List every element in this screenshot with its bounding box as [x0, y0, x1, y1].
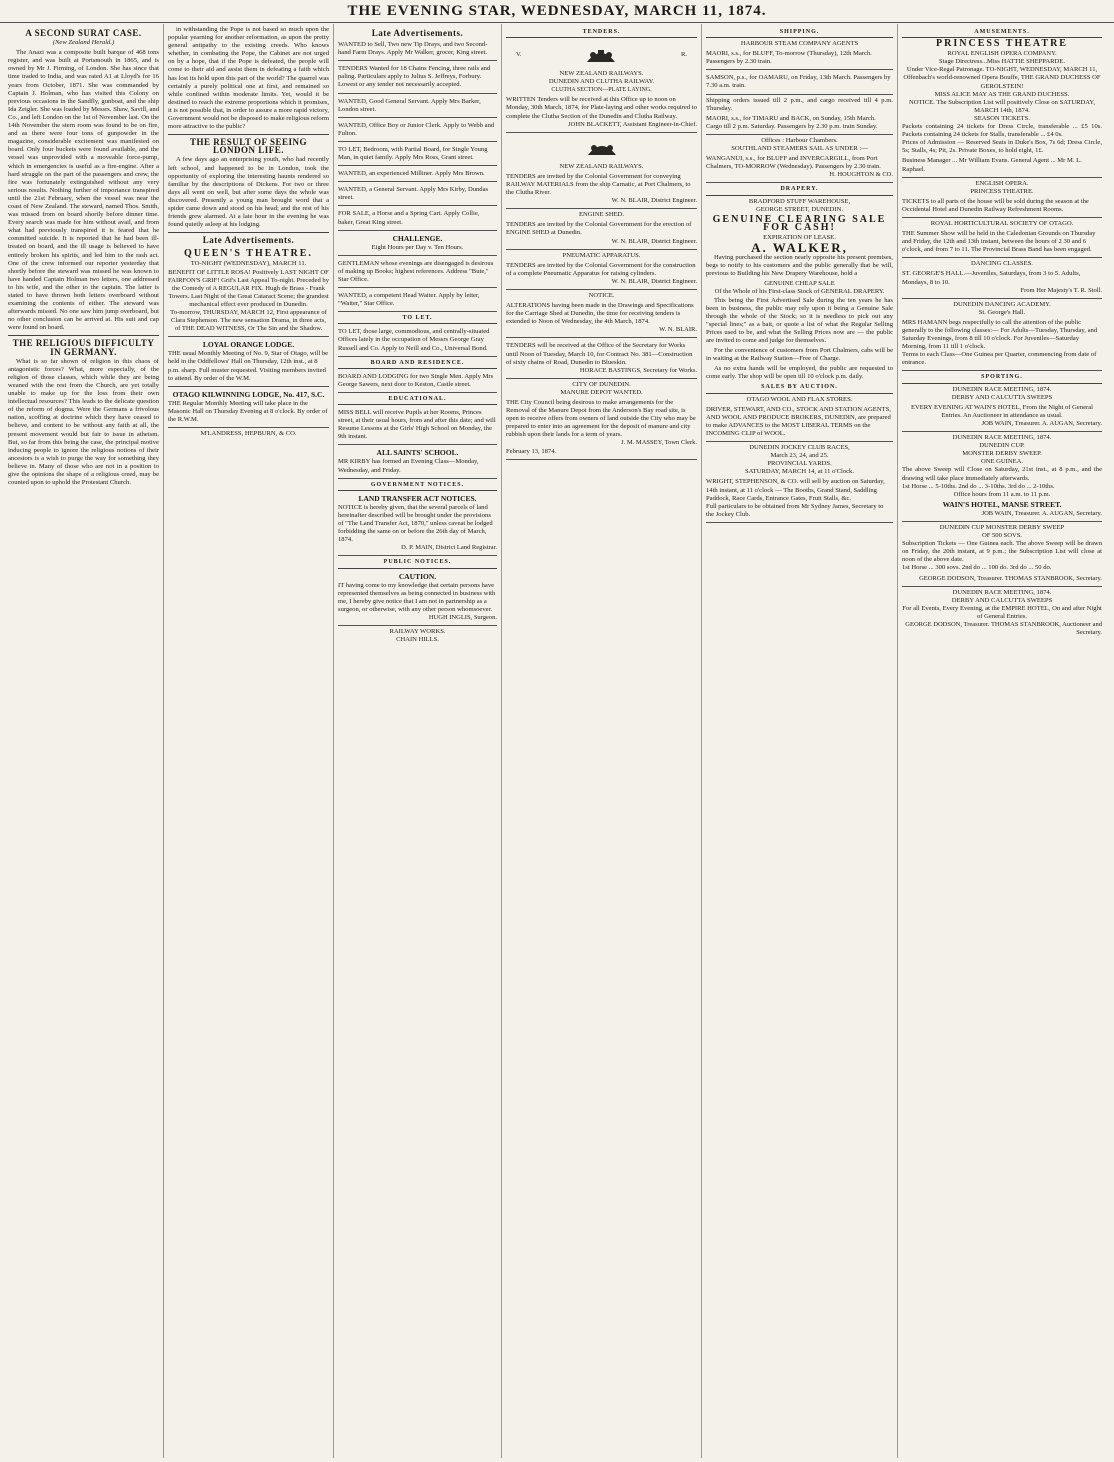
ad-note: Full particulars to be obtained from Mr Sydney James, Secretary to the Jockey Club.: [706, 502, 884, 518]
ad-body: Under Vice-Regal Patronage. TO-NIGHT, WEDNESDAY, MARCH 11, Offenbach's world-renowned Opera Bouffe, THE GRAND DUCHESS OF GEROLSTEIN!: [903, 66, 1101, 90]
ad-title: DANCING CLASSES.: [971, 260, 1033, 268]
ad-body: WANTED, a General Servant. Apply Mrs Kirby, Dundas street.: [338, 186, 489, 202]
ad-ship: [706, 113, 893, 135]
ad-body: EVERY EVENING AT WAIN'S HOTEL, From the Night of General Entries. An Auctioneer in attendance as usual.: [910, 403, 1093, 419]
ad-signature: M'LANDRESS, HEPBURN, & CO.: [200, 430, 297, 438]
ad-date: SATURDAY, MARCH 14, at 11 o'Clock.: [744, 468, 855, 476]
ad-body: DRIVER, STEWART, AND CO., STOCK AND STATION AGENTS, AND WOOL AND PRODUCE BROKERS, DUNEDIN, are prepared to make ADVANCES to the MOST LIBERAL TERMS on the INCOMING CLIP of WOOL.: [706, 405, 891, 437]
ad-body: WANTED, a competent Head Waiter. Apply by letter, "Waiter," Star Office.: [338, 292, 480, 308]
ad-item: [338, 290, 497, 312]
ad-title: ALL SAINTS' SCHOOL.: [376, 448, 459, 458]
ad-signature: W. N. BLAIR, District Engineer.: [611, 237, 697, 245]
ad-title: DUNEDIN RACE MEETING, 1874.: [952, 385, 1052, 393]
ad-title: DUNEDIN DANCING ACADEMY.: [953, 300, 1051, 308]
ad-note: Stage Directress...Miss HATTIE SHEPPARDE.: [939, 58, 1065, 66]
ad-signature: J. M. MASSEY, Town Clerk.: [621, 439, 697, 447]
article-title: THE RELIGIOUS DIFFICULTY IN GERMANY.: [12, 338, 155, 357]
ad-body: This being the First Advertised Sale during the ten years he has been in business, the public may rely upon it being a Genuine Sale through the whole of the Stock; so it is needless to pick out any "special lines;" as a bait, or quote a list of what the Regular Selling Prices used to be, and what the Selling Prices now are — the public are invited to come and judge for themselves.: [706, 296, 893, 344]
ad-body: To-morrow, THURSDAY, MARCH 12, First appearance of Clara Stephenson. The new sensation Drama, in three acts, of THE DEAD WITNESS, Or The Sin and the Shadow.: [170, 309, 327, 333]
ad-body: BOARD AND LODGING for two Single Men. Apply Mrs George Sawers, next door to Keston, Castle street.: [338, 372, 494, 388]
crest-letter: R.: [680, 51, 687, 59]
ad-body: SAMSON, p.s., for OAMARU, on Friday, 13th March. Passengers by 7.30 a.m. train.: [706, 74, 891, 90]
ad-title: GENUINE CLEARING SALE FOR CASH!: [712, 213, 887, 233]
section-header: Late Advertisements.: [371, 28, 464, 38]
ad-signature: W. N. BLAIR, District Engineer.: [611, 197, 697, 205]
ad-title: OTAGO KILWINNING LODGE, No. 417, S.C.: [172, 389, 325, 399]
ad-tender: [506, 340, 697, 378]
ad-body: As no extra hands will be employed, the public are requested to come early. The shop will be open till 10 o'clock p.m. daily.: [706, 365, 893, 381]
columns: [4, 24, 1110, 1458]
ad-tender: [506, 171, 697, 209]
ad-saints: [338, 447, 497, 478]
ad-body: WANTED, Office Boy or Junior Clerk. Apply to Webb and Fulton.: [338, 121, 495, 137]
ad-item: [338, 326, 497, 356]
ad-signature: From Her Majesty's T. R. Stoll.: [1020, 286, 1102, 294]
ad-item: [338, 96, 497, 118]
ad-title: SOUTHLAND STEAMERS SAIL AS UNDER :—: [731, 145, 868, 153]
ad-title: MANURE DEPOT WANTED.: [560, 388, 643, 396]
ad-signature: W. N. BLAIR, District Engineer.: [611, 277, 697, 285]
column-3: [334, 24, 502, 1458]
ad-kilwinning: [168, 389, 329, 428]
ad-title: CHALLENGE.: [392, 233, 443, 243]
ad-subtitle: CLUTHA SECTION—PLATE LAYING.: [551, 87, 652, 94]
ad-signature: GEORGE DODSON, Treasurer. THOMAS STANBROOK, Secretary.: [919, 574, 1102, 582]
ad-body: TICKETS to all parts of the house will be sold during the season at the Occidental Hotel and Dunedin Railway Refreshment Rooms.: [902, 197, 1089, 213]
ad-body: BENEFIT OF LITTLE ROSA! Positively LAST NIGHT OF FAIRFON'S GRIF! Grif's Last Appeal To-night. Preceded by the Comedy of A REGULAR FIX. Hugh de Brass - Frank Towers. Last Night of the Great Cataract Scene; the grandest mechanical effect ever produced in Dunedin.: [168, 268, 330, 308]
ad-ship: [706, 153, 893, 183]
divider: [168, 232, 329, 233]
ad-item: [338, 39, 497, 61]
article-body: in withstanding the Pope is not based so much upon the popular yearning for another reformation, as upon the pretty general antipathy to the existing creeds. Who knows whether, in combating the Pope, the Cabinet are not urged on by a hope, that if the Pope is defeated, the people will come to their aid and assist them in defeating a faith which has lost its hold upon this part of the world? The quarrel was certainly a purely political one at first, and remained so while confined within moderate limits. Yet, would it be destined to reach the extreme proportions which it promises, it is not possible that, in order to assure a more rapid victory, Government would not be disposed to make religious reform more attractive to the public?: [168, 26, 329, 131]
ad-body: WRITTEN Tenders will be received at this Office up to noon on Monday, 30th March, 1874, for Plate-laying and other works required to complete the Clutha Section of the Dunedin and Clutha Railway.: [506, 96, 697, 120]
section-header: EDUCATIONAL.: [338, 395, 497, 405]
ad-title: PROVINCIAL YARDS.: [767, 460, 832, 468]
ad-signature: JOB WAIN, Treasurer. A. AUGAN, Secretary.: [981, 509, 1102, 517]
ad-title: ROYAL HORTICULTURAL SOCIETY OF OTAGO.: [930, 219, 1074, 227]
ad-prov: [706, 476, 893, 522]
ad-title: LAND TRANSFER ACT NOTICES.: [358, 493, 477, 503]
crest-letter: V.: [516, 51, 522, 59]
ad-body: The above Sweep will Close on Saturday, 21st inst., at 8 p.m., and the drawing will take place immediately afterwards.: [902, 466, 1102, 482]
section-header: TO LET.: [338, 314, 497, 324]
ad-title: PRINCESS THEATRE: [936, 38, 1068, 50]
ad-body: ALTERATIONS having been made in the Drawings and Specifications for the Carriage Shed at Dunedin, the time for receiving tenders is extended to Noon of Wednesday, the 4th March, 1874.: [506, 302, 694, 326]
ad-gov: [338, 493, 497, 557]
section-header: PUBLIC NOTICES.: [338, 558, 497, 568]
ad-body: TENDERS are invited by the Colonial Government for the construction of a complete Pneumatic Apparatus for raising cylinders.: [506, 261, 696, 277]
ad-title: QUEEN'S THEATRE.: [184, 248, 313, 260]
ad-body: WRIGHT, STEPHENSON, & CO. will sell by auction on Saturday, 14th instant, at 11 o'clock — The Booths, Grand Stand, Saddling Paddock, Race Cards, Entrance Gates, Fruit Stalls, &c.: [706, 478, 885, 502]
section-header: SPORTING.: [902, 373, 1102, 383]
ad-title: NOTICE.: [588, 291, 615, 299]
ad-derby: [902, 402, 1102, 432]
royal-crest-icon: [582, 135, 622, 161]
ad-body: ST. GEORGE'S HALL.—Juveniles, Saturdays, from 3 to 5. Adults, Mondays, 8 to 10.: [902, 270, 1081, 286]
ad-signature: GEORGE DODSON, Treasurer. THOMAS STANBROOK, Auctioneer and Secretary.: [905, 621, 1102, 637]
ad-date: February 13, 1874.: [506, 447, 557, 455]
ad-wool: [706, 404, 893, 442]
ad-body: For all Events, Every Evening, at the EMPIRE HOTEL, On and after Night of General Entries.: [902, 604, 1102, 620]
ad-body: TENDERS will be received at the Office of the Secretary for Works until Noon of Tuesday, March 10, for Contract No. 381—Construction of sixty chains of Road, Dunedin to Blueskin.: [506, 342, 693, 366]
ad-title: DERBY AND CALCUTTA SWEEPS: [951, 596, 1053, 604]
ad-title: A. WALKER,: [751, 239, 848, 255]
section-header: GOVERNMENT NOTICES.: [338, 481, 497, 491]
ad-body: TO LET, those large, commodious, and centrally-situated Offices lately in the occupation of Messrs George Gray Russell and Co. Apply to Neill and Co., Universal Bond.: [338, 328, 490, 352]
ad-body: THE Regular Monthly Meeting will take place in the Masonic Hall on Thursday Evening at 8 o'clock. By order of the R.W.M.: [168, 399, 328, 424]
ad-body: TENDERS are invited by the Colonial Government for the erection of ENGINE SHED at Dunedin.: [506, 221, 692, 237]
ad-title: NEW ZEALAND RAILWAYS.: [559, 70, 644, 78]
ad-title: DERBY AND CALCUTTA SWEEPS: [951, 393, 1053, 401]
ad-subtitle: St. George's Hall.: [978, 308, 1026, 316]
ad-tender: [506, 94, 697, 132]
article-body: A few days ago an enterprising youth, who had recently left school, and happened to be in London, took the opportunity of exploring the interesting haunts rendered so familiar by the descriptions of Dickens. For two or three days all went on well, but after some days the whole was discovered. Presently a young man brought word that a spider came down and stood on his head; and the rest of his friends grew alarmed. At a late hour in the evening he was found quietly asleep at his lodging.: [168, 156, 329, 229]
column-6: [898, 24, 1106, 1458]
ad-prizes: 1st Horse ... 300 sovs. 2nd do ... 100 do. 3rd do ... 50 do.: [902, 564, 1052, 572]
ad-title: DUNEDIN JOCKEY CLUB RACES,: [749, 444, 850, 452]
ad-caution: [338, 571, 497, 627]
ad-subtitle: ROYAL ENGLISH OPERA COMPANY.: [947, 50, 1057, 58]
ad-signature: JOHN BLACKETT, Assistant Engineer-in-Chief.: [568, 120, 697, 128]
ad-manure: [506, 397, 697, 460]
section-header: Late Advertisements.: [202, 235, 295, 246]
ad-body: WANGANUI, s.s., for BLUFF and INVERCARGILL, from Port Chalmers, TO-MORROW (Wednesday). Passengers by 2.30 train.: [706, 155, 881, 171]
ad-body: Subscription Tickets — One Guinea each. The above Sweep will be drawn on Friday, the 20th instant, at 9 p.m.; the Subscription List will close at noon of the above date.: [902, 540, 1102, 564]
ad-title: DUNEDIN AND CLUTHA RAILWAY.: [548, 78, 655, 86]
divider: [8, 335, 159, 336]
ad-signature: HORACE BASTINGS, Secretary for Works.: [579, 366, 697, 374]
ad-body: IT having come to my knowledge that certain persons have represented themselves as being connected in business with me, I hereby give notice that I am not in partnership as a surgeon, or otherwise, with any other person whomsoever.: [338, 581, 496, 613]
ad-title: PNEUMATIC APPARATUS.: [562, 251, 641, 259]
ad-item: [338, 208, 497, 230]
ad-body: FOR SALE, a Horse and a Spring Cart. Apply Collie, baker, Great King street.: [338, 210, 480, 226]
ad-title: MONSTER DERBY SWEEP.: [962, 450, 1042, 458]
ad-subtitle: Of the Whole of his First-class Stock of GENERAL DRAPERY.: [714, 288, 885, 296]
ad-subtitle: GEORGE STREET, DUNEDIN.: [755, 205, 844, 213]
ad-body: NOTICE is hereby given, that the several parcels of land hereinafter described will be brought under the provisions of "The Land Transfer Act, 1870," unless caveat be lodged forbidding the same on or before the 26th day of March, 1874.: [338, 503, 493, 544]
royal-crest-icon: [581, 42, 621, 68]
ad-note: Shipping orders issued till 2 p.m., and cargo received till 4 p.m. Thursday.: [706, 96, 893, 112]
ad-title: RAILWAY WORKS.: [389, 628, 446, 636]
column-5: [702, 24, 898, 1458]
ad-tender: [506, 260, 697, 290]
ad-body: WANTED, Good General Servant. Apply Mrs Barker, London street.: [338, 97, 481, 113]
ad-body: Business Manager ... Mr William Evans. General Agent ... Mr M. L. Raphael.: [902, 157, 1082, 173]
ad-body: WANTED to Sell, Two new Tip Drays, and two Second-hand Farm Drays. Apply Mr Walker, grocer, King street.: [338, 41, 488, 57]
section-header: DRAPERY.: [706, 185, 893, 195]
section-header: TENDERS.: [506, 28, 697, 38]
column-4: [502, 24, 702, 1458]
ad-ship: [706, 72, 893, 94]
ad-title: GENUINE CHEAP SALE: [764, 280, 835, 288]
ad-signature: H. HOUGHTON & CO.: [829, 171, 893, 179]
ad-subtitle: March 23, 24, and 25.: [770, 452, 829, 460]
ad-title: WAIN'S HOTEL, MANSE STREET.: [942, 499, 1062, 509]
ad-body: MISS BELL will receive Pupils at her Rooms, Princes street, at their usual hours, from and after this date; and will Resume Lessons at the Girls' High School on Monday, the 9th instant.: [338, 409, 496, 441]
ad-item: [338, 120, 497, 142]
ad-title: LOYAL ORANGE LODGE.: [202, 340, 295, 350]
ad-prizes: 1st Horse ... 5-10ths. 2nd do ... 3-10ths. 3rd do ... 2-10ths.: [902, 482, 1055, 490]
ad-cup2: [902, 573, 1102, 587]
article-body: What is so far shown of religion in this chaos of antagonistic forces? What, more especially, of the religion of those classes, which while they are being weaned with the rest from the Church, are yet totally unable to make up for the loss from their own intellectual resources? This leads to the delicate question of the reform of dogma. Were the Germans a frivolous nation, scoffing at doctrine which they have ceased to believe, and content to be without any faith at all, the present movement would but fair to issue in atheism. But, so far from this being the case, the principal motive inducing people to ignore the religious notions of their ancestors is a wish to purge the way for something they believe in. Many of those who are not in a position to give the opinions the shape of a religious creed, may be counted upon to uphold the Protestant Church.: [8, 357, 159, 487]
ad-item: [338, 144, 497, 166]
crest-row: [506, 40, 697, 70]
ad-title: NEW ZEALAND RAILWAYS.: [559, 162, 644, 170]
ad-item: [338, 63, 497, 93]
column-1: [4, 24, 164, 1458]
ad-academy: [902, 317, 1102, 372]
ad-hort: [902, 228, 1102, 258]
ad-note: Offices : Harbour Chambers.: [761, 136, 838, 144]
ad-body: For the convenience of customers from Port Chalmers, cabs will be in waiting at the Railway Station—Free of Charge.: [706, 347, 893, 363]
ad-body: Eight Hours per Day v. Ten Hours.: [371, 243, 464, 251]
ad-challenge: [338, 233, 497, 256]
ad-title: MISS ALICE MAY AS THE GRAND DUCHESS.: [934, 90, 1070, 98]
ad-item: [338, 407, 497, 445]
article-title: A SECOND SURAT CASE.: [25, 28, 142, 38]
ad-body: GENTLEMAN whose evenings are disengaged is desirous of making up Books; highest references. Address "Bute," Star Office.: [338, 259, 494, 283]
ad-title: DUNEDIN RACE MEETING, 1874.: [952, 434, 1052, 442]
ad-body: TENDERS Wanted for 18 Chains Fencing, three rails and paling. Particulars apply to Julius S. Jeffreys, Forbury. Lowest or any tender not necessarily accepted.: [338, 65, 491, 89]
ad-subtitle: OF 500 SOVS.: [981, 532, 1023, 540]
ad-body: MR KIRBY has formed an Evening Class—Monday, Wednesday, and Friday.: [338, 458, 479, 474]
ad-title: CAUTION.: [398, 571, 437, 581]
ad-body: WANTED, an experienced Milliner. Apply Mrs Brown.: [338, 170, 485, 178]
ad-item: [338, 184, 497, 206]
ad-body: THE Summer Show will be held in the Caledonian Grounds on Thursday and Friday, the 12th and 13th instant, between the hours of 2 30 and 6 o'clock, and from 7 to 11. The Provincial Brass Band has been engaged.: [902, 230, 1096, 254]
ad-note: Terms to each Class—One Guinea per Quarter, commencing from date of entrance.: [902, 351, 1097, 367]
ad-manager: [902, 155, 1102, 177]
ad-title: BRADFORD STUFF WAREHOUSE,: [748, 197, 851, 205]
ad-wains: [902, 499, 1102, 522]
ad-lodge: [168, 339, 329, 386]
ad-ship: [706, 48, 893, 70]
ad-title: ENGINE SHED.: [578, 211, 625, 219]
ad-body: THE usual Monthly Meeting of No. 9, Star of Otago, will be held in the Oddfellows' Hall on Thursday, 12th inst., at 8 p.m. sharp. Full muster requested. Visiting members invited to attend. By order of the W.M.: [168, 350, 329, 382]
ad-body: Having purchased the section nearly opposite his present premises, begs to notify to his customers and the public generally that he will, previous to Building his New Drapery Warehouse, hold a: [706, 254, 893, 278]
ad-title: DUNEDIN RACE MEETING, 1874.: [952, 588, 1052, 596]
ad-date: TO-NIGHT (WEDNESDAY), MARCH 11.: [190, 260, 307, 268]
ad-title: ENGLISH OPERA.: [975, 179, 1029, 187]
ad-body: MAORI, s.s., for TIMARU and BACK, on Sunday, 15th March. Cargo till 2 p.m. Saturday. Passengers by 2.30 p.m. train Sunday.: [706, 114, 878, 130]
ad-tender: [506, 219, 697, 249]
ad-title: OTAGO WOOL AND FLAX STORES.: [746, 395, 853, 403]
ad-title: CITY OF DUNEDIN.: [572, 380, 631, 388]
ad-signature: W. N. BLAIR.: [659, 326, 697, 334]
ad-item: [338, 371, 497, 393]
ad-notice: [506, 300, 697, 338]
column-2: [164, 24, 334, 1458]
ad-subtitle: ONE GUINEA.: [980, 458, 1024, 466]
ad-note: Office hours from 11 a.m. to 11 p.m.: [953, 490, 1051, 498]
ad-body: Prices of Admission — Reserved Seats in Duke's Box, 7s 6d; Dress Circle, 5s; Stalls, 4s; Pit, 2s. Private Boxes, to hold eight, 1£.: [902, 139, 1102, 155]
ad-title: DUNEDIN CUP.: [979, 442, 1025, 450]
ad-body: MRS HAMANN begs respectfully to call the attention of the public generally to the following classes:— For Adults—Tuesday, Thursday, and Saturday Evenings, from 8 till 10 o'clock. For Juveniles—Saturday Morning, from 11 till 1 o'clock.: [902, 318, 1098, 351]
ad-theatre: [168, 246, 329, 337]
section-header: SALES BY AUCTION.: [706, 383, 893, 393]
ad-subtitle: EXPIRATION OF LEASE.: [763, 233, 836, 241]
section-header: SHIPPING.: [706, 28, 893, 38]
ad-note: NOTICE. The Subscription List will positively Close on SATURDAY, MARCH 14th, 1874.: [909, 98, 1095, 114]
article-source: (New Zealand Herald.): [52, 39, 115, 47]
ad-opera: [902, 196, 1102, 218]
divider: [168, 134, 329, 135]
section-header: BOARD AND RESIDENCE.: [338, 359, 497, 369]
ad-item: [338, 168, 497, 182]
ad-signature: HUGH INGLIS, Surgeon.: [428, 613, 497, 621]
ad-body: TO LET, Bedroom, with Partial Board, for Single Young Man, in quiet family. Apply Mrs Ross, Grant street.: [338, 145, 488, 162]
ad-title: PRINCESS THEATRE.: [970, 187, 1034, 195]
ad-title: DUNEDIN CUP MONSTER DERBY SWEEP: [939, 523, 1065, 531]
article-title: THE RESULT OF SEEING LONDON LIFE.: [190, 137, 307, 156]
masthead: THE EVENING STAR, WEDNESDAY, MARCH 11, 1874.: [0, 0, 1114, 23]
ad-item: [338, 258, 497, 288]
ad-signature: D. P. MAIN, District Land Registrar.: [401, 544, 497, 552]
ad-title: CHAIN HILLS.: [396, 636, 439, 644]
ad-body: TENDERS are invited by the Colonial Government for conveying RAILWAY MATERIALS from the ship Carnatic, at Port Chalmers, to the Clutha River.: [506, 172, 691, 197]
ad-signature: JOB WAIN, Treasurer. A. AUGAN, Secretary.: [981, 419, 1102, 427]
ad-title: SEASON TICKETS.: [974, 114, 1030, 122]
article-body: The Anazi was a composite built barque of 468 tons register, and was built at Portsmouth in 1865, and is owned by Mr J. Firming, of London. She has since that time traded to India, and was rated A1 at Lloyd's for 16 years from October, 1871. She was commanded by Captain J. Holman, who has visited this Colony on previous occasions in the Sandfly, gunboat, and the ship Ida Zeigler. She was loaded by Messrs. Shaw, Savill, and Co., and left London on the 1st of November last. On the 14th November the stern room was found to be on fire, and as there were four tons of gunpowder in the magazine, considerable excitement was manifested on board. Only four buckets were found available, and the vessel was unprovided with a moveable force-pump, which in emergencies is useful as a fire-engine. After a hard struggle on the part of the passengers and crew, the fire was fortunately extinguished without any very serious results. Nothing further of importance transpired until the 21st February, when the vessel was near the coast of New Zealand. The steward, named Thos. Smith, was missed from on board shortly before dinner time. Every search was made for him without avail, and from what had previously transpired it is feared that he committed suicide. It is reported that he had been ill-treated on board, and the ill usage is believed to have entirely broken his spirits, and led him to the rash act. One of the crew informed our reporter yesterday that shortly before the steward was missed he was known to have handed Captain Holman two letters, one addressed to his wife, and the other to the captain. The latter is stated to have thrown both letters overboard without examining the contents of either. The steward was afterwards missed. No one saw him jump overboard, but no other conclusion can be arrived at. His suit and cap were found on board.: [8, 49, 159, 332]
section-header: AMUSEMENTS.: [902, 28, 1102, 38]
ad-body: THE City Council being desirous to make arrangements for the Removal of the Manure Depot from the Anderson's Bay road site, is open to receive offers from owners of land outside the City who may be prepared to enter into an agreement for the deposit of manure and city rubbish upon their lands for a term of years.: [506, 399, 696, 439]
ad-dancing: [902, 268, 1102, 298]
ad-title: HARBOUR STEAM COMPANY AGENTS: [740, 40, 859, 48]
ad-body: Packets containing 24 tickets for Dress Circle, transferable ... £5 10s. Packets containing 24 tickets for Stalls, transferable ... £4 0s.: [902, 123, 1102, 139]
ad-body: MAORI, s.s., for BLUFF, To-morrow (Thursday), 12th March. Passengers by 2.30 train.: [706, 50, 872, 66]
